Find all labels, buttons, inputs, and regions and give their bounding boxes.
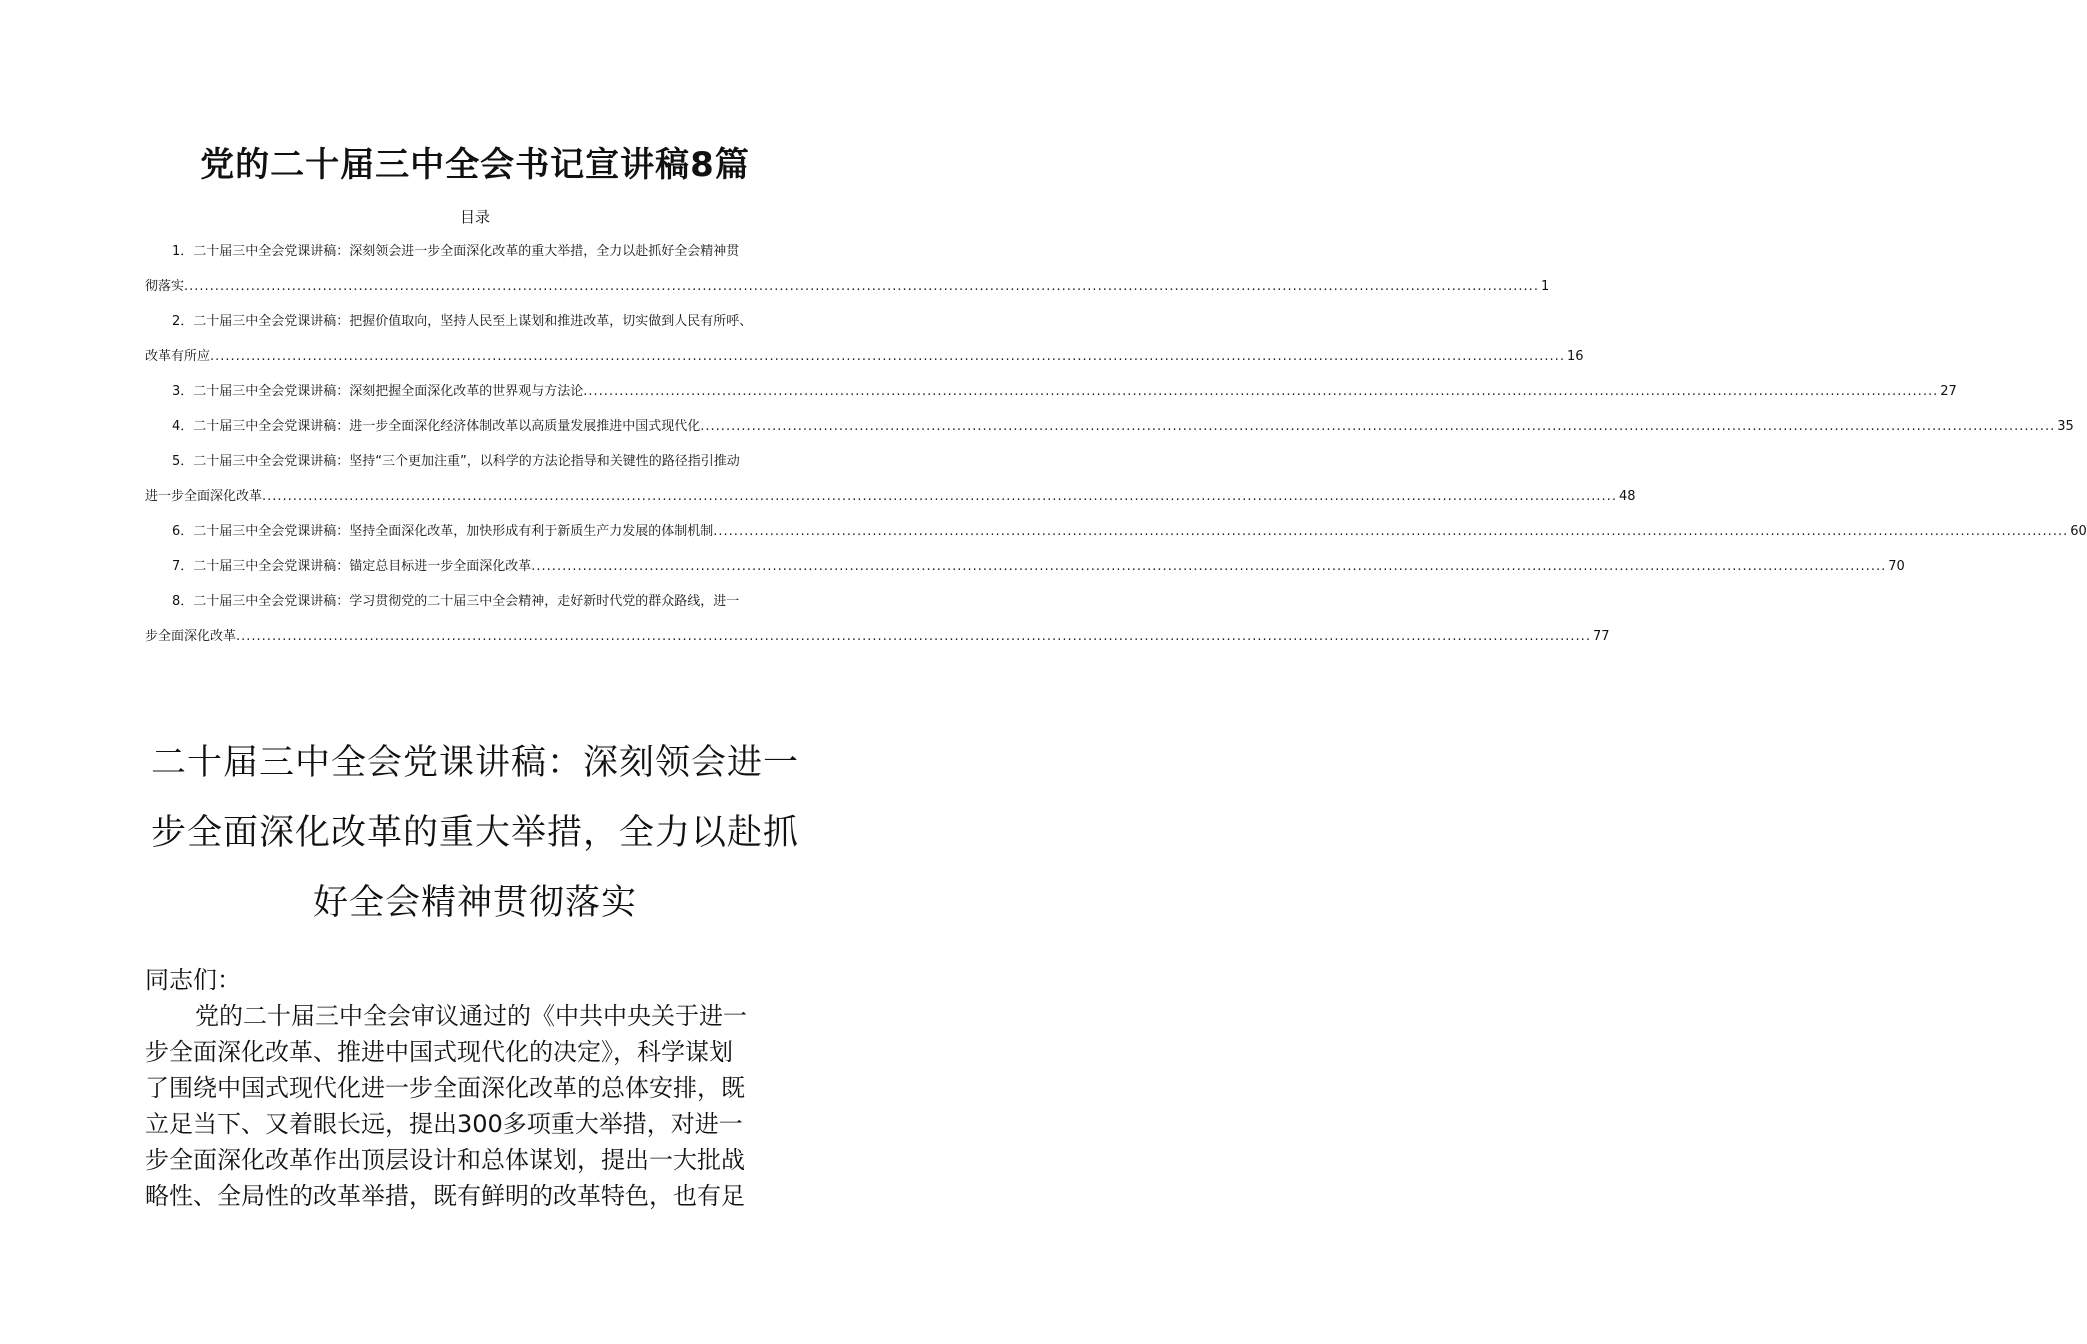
toc-entry-1[interactable]: [145, 240, 1550, 310]
toc-entry-2[interactable]: [145, 310, 1584, 380]
toc-entry-text-continued: 彻落实: [145, 279, 185, 294]
toc-entry-3[interactable]: [145, 380, 1957, 415]
body-line: 略性、全局性的改革举措，既有鲜明的改革特色，也有足: [145, 1182, 745, 1210]
toc-page-number: 48: [1618, 489, 1636, 504]
toc-leader-dots: ........................................................................................................................................................................................................................................................................: [210, 349, 1565, 364]
toc-entry-text-continued: 步全面深化改革: [145, 629, 237, 644]
document-title: 党的二十届三中全会书记宣讲稿8篇: [200, 145, 750, 185]
toc-entry-5[interactable]: [145, 450, 1636, 520]
body-line: 步全面深化改革作出顶层设计和总体谋划，提出一大批战: [145, 1146, 745, 1174]
toc-entry-7[interactable]: [145, 555, 1905, 590]
toc-entry-text: 2．二十届三中全会党课讲稿：把握价值取向，坚持人民至上谋划和推进改革，切实做到人民有所呼、: [172, 314, 753, 329]
toc-entry-text: 7．二十届三中全会党课讲稿：锚定总目标进一步全面深化改革: [172, 559, 532, 574]
toc-entry-text: 8．二十届三中全会党课讲稿：学习贯彻党的二十届三中全会精神，走好新时代党的群众路线，进一: [172, 594, 740, 609]
table-of-contents: [145, 240, 2087, 660]
toc-page-number: 27: [1940, 384, 1957, 399]
toc-entry-text-continued: 进一步全面深化改革: [145, 489, 263, 504]
toc-leader-dots: ........................................................................................................................................................................................................................................................................: [583, 384, 1939, 399]
toc-leader-dots: ........................................................................................................................................................................................................................................................................: [531, 559, 1887, 574]
body-line: 立足当下、又着眼长远，提出300多项重大举措，对进一: [145, 1110, 743, 1138]
toc-leader-dots: ........................................................................................................................................................................................................................................................................: [700, 419, 2056, 434]
section-title: [130, 728, 820, 938]
section-title-line: 好全会精神贯彻落实: [312, 883, 637, 923]
toc-entry-8[interactable]: [145, 590, 1610, 660]
section-title-line: 二十届三中全会党课讲稿：深刻领会进一: [150, 743, 799, 783]
toc-entry-text-continued: 改革有所应: [145, 349, 211, 364]
toc-entry-text: 3．二十届三中全会党课讲稿：深刻把握全面深化改革的世界观与方法论: [172, 384, 584, 399]
toc-page-number: 1: [1540, 279, 1550, 294]
body-line: 党的二十届三中全会审议通过的《中共中央关于进一: [195, 1002, 747, 1030]
body-line: 步全面深化改革、推进中国式现代化的决定》，科学谋划: [145, 1038, 733, 1066]
toc-leader-dots: ........................................................................................................................................................................................................................................................................: [262, 489, 1617, 504]
toc-leader-dots: ........................................................................................................................................................................................................................................................................: [184, 279, 1539, 294]
toc-page-number: 35: [2057, 419, 2074, 434]
toc-entry-6[interactable]: [145, 520, 2087, 555]
toc-entry-text: 5．二十届三中全会党课讲稿：坚持“三个更加注重”，以科学的方法论指导和关键性的路径指引推动: [172, 454, 740, 469]
toc-page-number: 77: [1592, 629, 1610, 644]
body-line: 了围绕中国式现代化进一步全面深化改革的总体安排，既: [145, 1074, 745, 1102]
toc-page-number: 60: [2070, 524, 2087, 539]
toc-entry-text: 1．二十届三中全会党课讲稿：深刻领会进一步全面深化改革的重大举措，全力以赴抓好全会精神贯: [172, 244, 740, 259]
section-title-line: 步全面深化改革的重大举措，全力以赴抓: [150, 813, 799, 853]
toc-leader-dots: ........................................................................................................................................................................................................................................................................: [713, 524, 2069, 539]
toc-entry-text: 4．二十届三中全会党课讲稿：进一步全面深化经济体制改革以高质量发展推进中国式现代化: [172, 419, 701, 434]
toc-heading: 目录: [459, 208, 490, 226]
toc-page-number: 70: [1888, 559, 1905, 574]
toc-entry-4[interactable]: [145, 415, 2074, 450]
salutation: 同志们：: [145, 966, 241, 994]
toc-entry-text: 6．二十届三中全会党课讲稿：坚持全面深化改革，加快形成有利于新质生产力发展的体制机制: [172, 524, 714, 539]
body-paragraph: [145, 998, 807, 1214]
toc-leader-dots: ........................................................................................................................................................................................................................................................................: [236, 629, 1591, 644]
toc-page-number: 16: [1566, 349, 1584, 364]
